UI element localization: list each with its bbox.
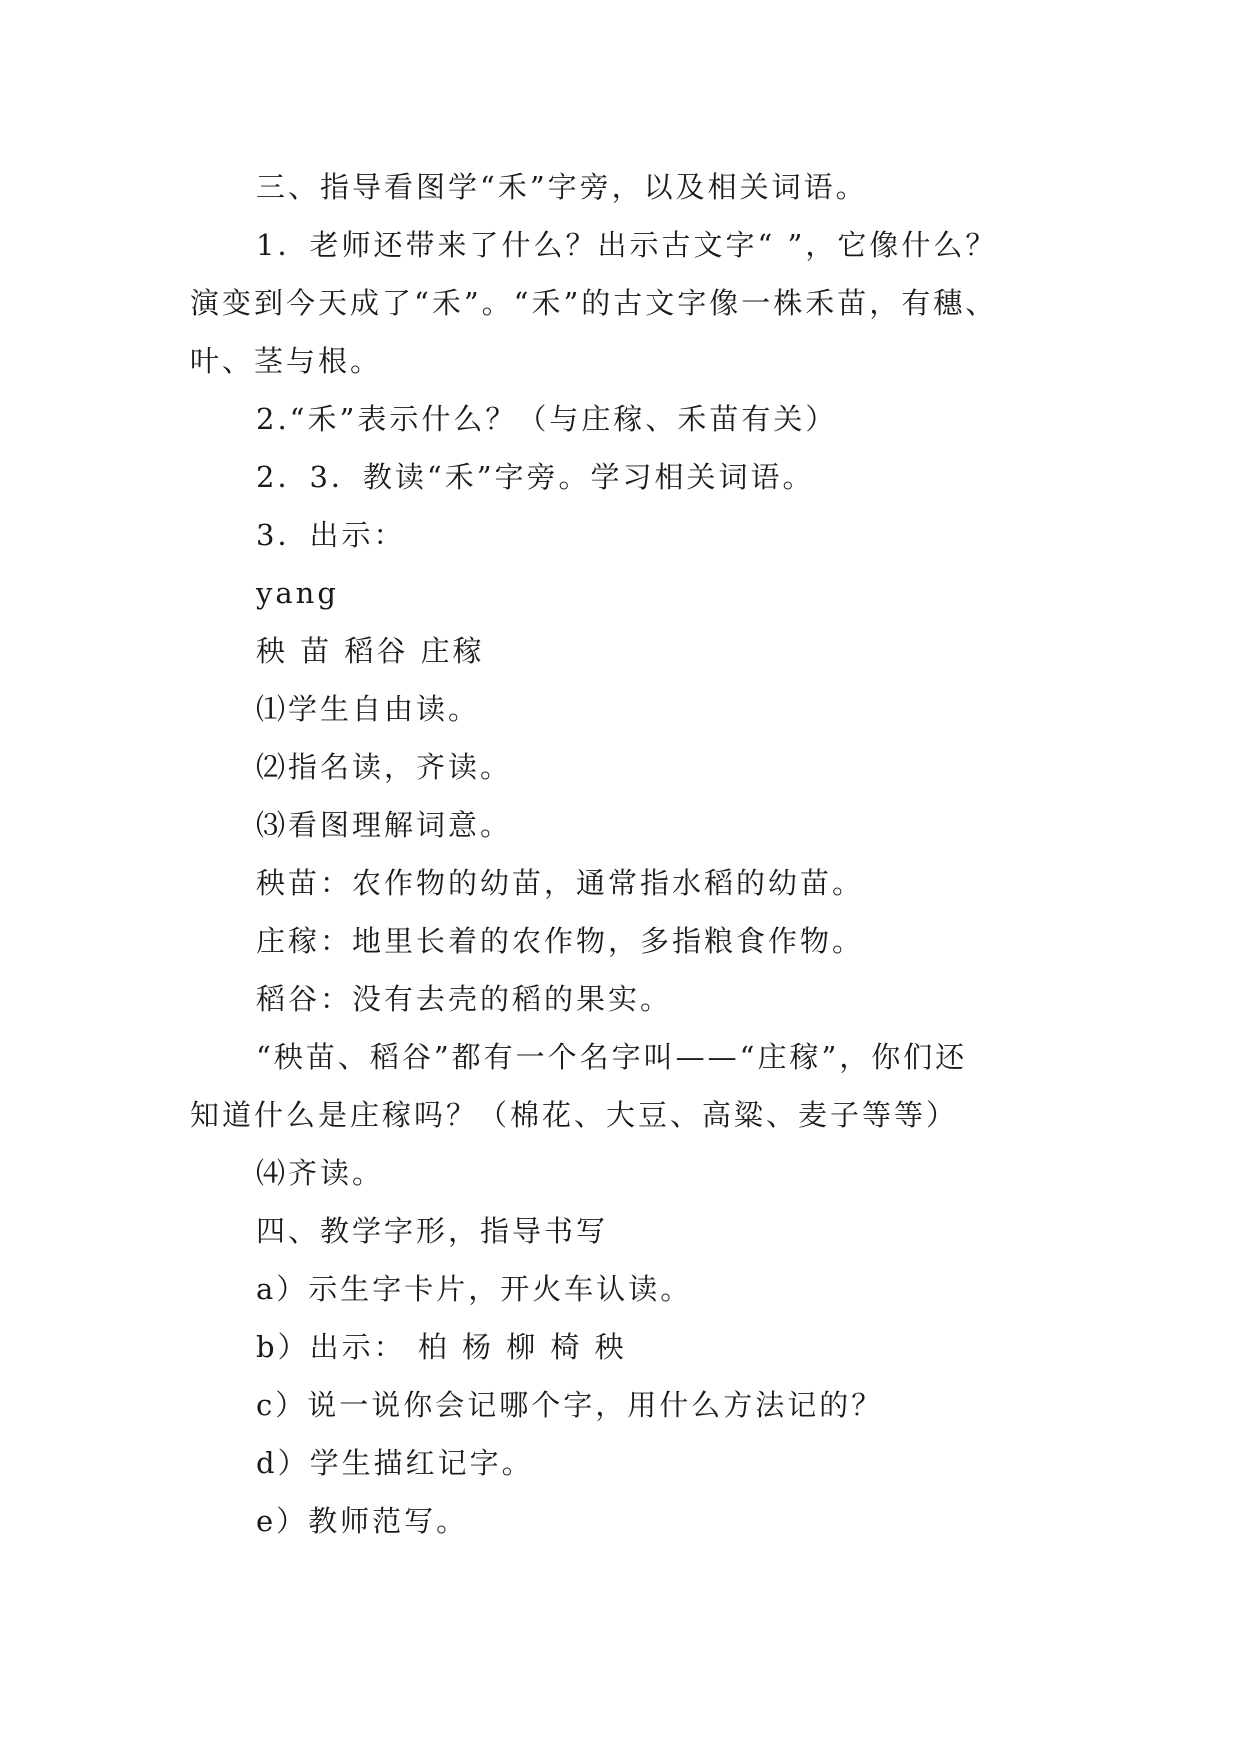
paragraph-line: 1．老师还带来了什么？出示古文字“ ”，它像什么？ (256, 228, 998, 262)
list-item: d）学生描红记字。 (256, 1446, 534, 1480)
definition-line: 稻谷：没有去壳的稻的果实。 (256, 982, 673, 1016)
paragraph-line: “秧苗、稻谷”都有一个名字叫——“庄稼”，你们还 (256, 1040, 968, 1074)
list-item: c）说一说你会记哪个字，用什么方法记的？ (256, 1388, 884, 1422)
paragraph-line: 叶、茎与根。 (190, 344, 383, 378)
list-item: a）示生字卡片，开火车认读。 (256, 1272, 693, 1306)
list-item: ⑶看图理解词意。 (256, 808, 513, 842)
section-heading-4: 四、教学字形，指导书写 (256, 1214, 609, 1248)
paragraph-line: 知道什么是庄稼吗？（棉花、大豆、高粱、麦子等等） (190, 1098, 959, 1132)
list-item: e）教师范写。 (256, 1504, 469, 1538)
paragraph-line: 3．出示： (256, 518, 406, 552)
word-list: 秧 苗 稻谷 庄稼 (256, 634, 485, 668)
document-body (190, 158, 1070, 1550)
paragraph-line: 2.“禾”表示什么？（与庄稼、禾苗有关） (256, 402, 838, 436)
paragraph-line: 2．3．教读“禾”字旁。学习相关词语。 (256, 460, 815, 494)
list-item: ⑵指名读，齐读。 (256, 750, 513, 784)
section-heading-3: 三、指导看图学“禾”字旁，以及相关词语。 (256, 170, 868, 204)
list-item: b）出示： 柏 杨 柳 椅 秧 (256, 1330, 627, 1364)
list-item: ⑷齐读。 (256, 1156, 385, 1190)
definition-line: 秧苗：农作物的幼苗，通常指水稻的幼苗。 (256, 866, 865, 900)
list-item: ⑴学生自由读。 (256, 692, 481, 726)
definition-line: 庄稼：地里长着的农作物，多指粮食作物。 (256, 924, 865, 958)
paragraph-line: 演变到今天成了“禾”。“禾”的古文字像一株禾苗，有穗、 (190, 286, 998, 320)
pinyin-line: yang (256, 576, 339, 610)
